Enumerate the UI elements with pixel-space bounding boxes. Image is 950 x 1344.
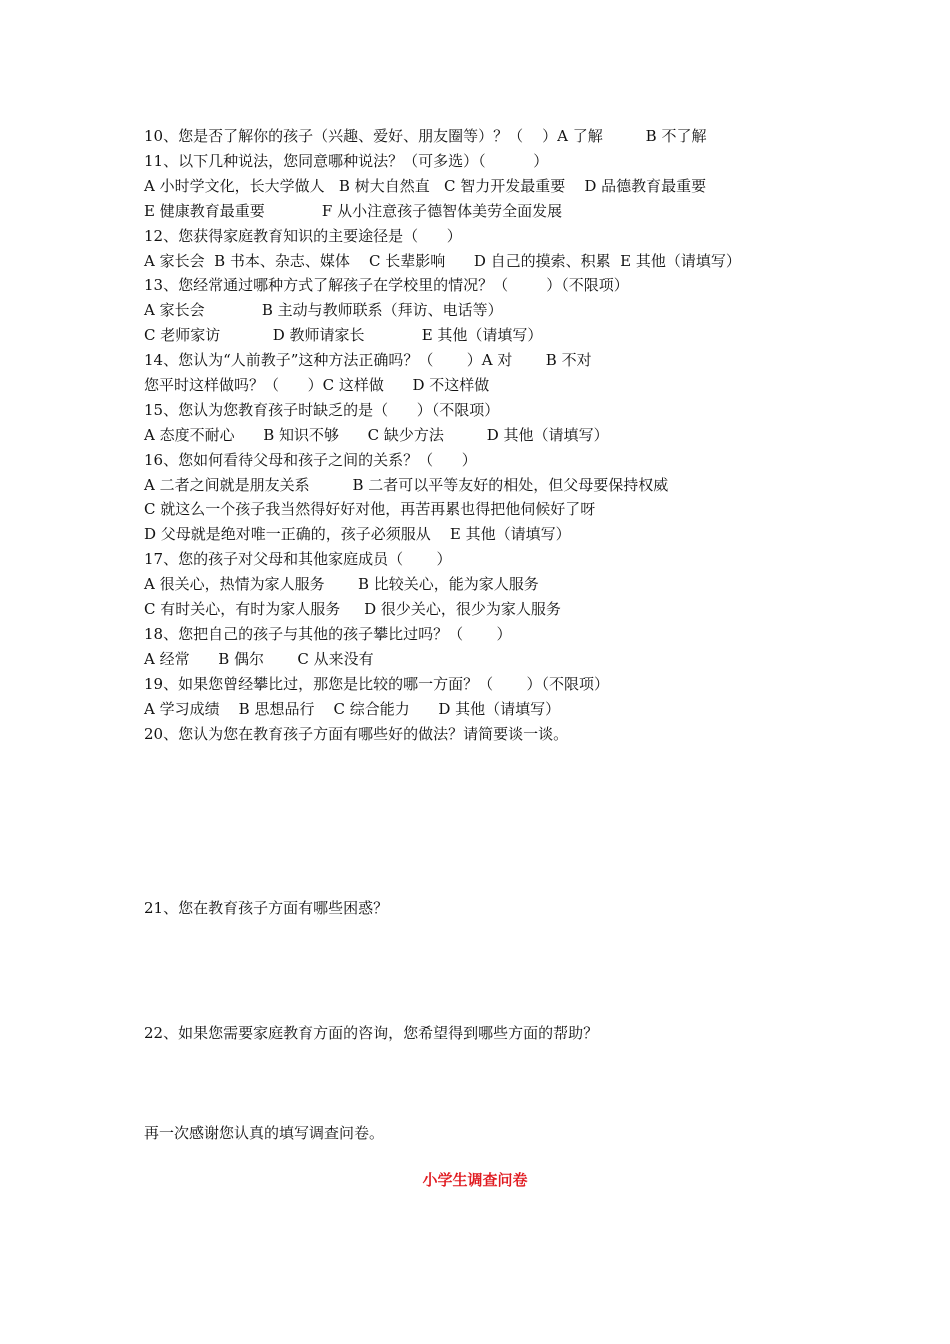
q16-options-3: D 父母就是绝对唯一正确的，孩子必须服从 E 其他（请填写） <box>144 525 571 543</box>
q11-text: 11、以下几种说法，您同意哪种说法？（可多选）（ ） <box>144 152 549 170</box>
q12-text: 12、您获得家庭教育知识的主要途径是（ ） <box>144 227 462 245</box>
q11-options-2: E 健康教育最重要 F 从小注意孩子德智体美劳全面发展 <box>144 202 563 220</box>
q13-options-2: C 老师家访 D 教师请家长 E 其他（请填写） <box>144 326 543 344</box>
q17-options-2: C 有时关心，有时为家人服务 D 很少关心，很少为家人服务 <box>144 600 561 618</box>
q17-options-1: A 很关心，热情为家人服务 B 比较关心，能为家人服务 <box>144 575 539 593</box>
q22-text: 22、如果您需要家庭教育方面的咨询，您希望得到哪些方面的帮助？ <box>144 1024 599 1042</box>
section-title: 小学生调查问卷 <box>422 1171 528 1189</box>
q14-text: 14、您认为“人前教子”这种方法正确吗？（ ）A 对 B 不对 <box>144 351 592 369</box>
q16-options-1: A 二者之间就是朋友关系 B 二者可以平等友好的相处，但父母要保持权威 <box>144 476 669 494</box>
q16-options-2: C 就这么一个孩子我当然得好好对他，再苦再累也得把他伺候好了呀 <box>144 500 596 518</box>
q10-text: 10、您是否了解你的孩子（兴趣、爱好、朋友圈等）？（ ）A 了解 B 不了解 <box>144 127 707 145</box>
q20-text: 20、您认为您在教育孩子方面有哪些好的做法？请简要谈一谈。 <box>144 725 569 743</box>
q18-options: A 经常 B 偶尔 C 从来没有 <box>144 650 374 668</box>
q18-text: 18、您把自己的孩子与其他的孩子攀比过吗？（ ） <box>144 625 512 643</box>
q15-text: 15、您认为您教育孩子时缺乏的是（ ）（不限项） <box>144 401 500 419</box>
q16-text: 16、您如何看待父母和孩子之间的关系？（ ） <box>144 451 477 469</box>
q12-options: A 家长会 B 书本、杂志、媒体 C 长辈影响 D 自己的摸索、积累 E 其他（请填写） <box>144 252 741 270</box>
q13-text: 13、您经常通过哪种方式了解孩子在学校里的情况？（ ）（不限项） <box>144 276 629 294</box>
q19-text: 19、如果您曾经攀比过，那您是比较的哪一方面？（ ）（不限项） <box>144 675 609 693</box>
q19-options: A 学习成绩 B 思想品行 C 综合能力 D 其他（请填写） <box>144 700 561 718</box>
thanks-text: 再一次感谢您认真的填写调查问卷。 <box>144 1124 385 1142</box>
q15-options: A 态度不耐心 B 知识不够 C 缺少方法 D 其他（请填写） <box>144 426 609 444</box>
q13-options-1: A 家长会 B 主动与教师联系（拜访、电话等） <box>144 301 503 319</box>
q14-sub: 您平时这样做吗？（ ）C 这样做 D 不这样做 <box>144 376 490 394</box>
q21-text: 21、您在教育孩子方面有哪些困惑？ <box>144 899 389 917</box>
q17-text: 17、您的孩子对父母和其他家庭成员（ ） <box>144 550 452 568</box>
q11-options-1: A 小时学文化，长大学做人 B 树大自然直 C 智力开发最重要 D 品德教育最重要 <box>144 177 707 195</box>
